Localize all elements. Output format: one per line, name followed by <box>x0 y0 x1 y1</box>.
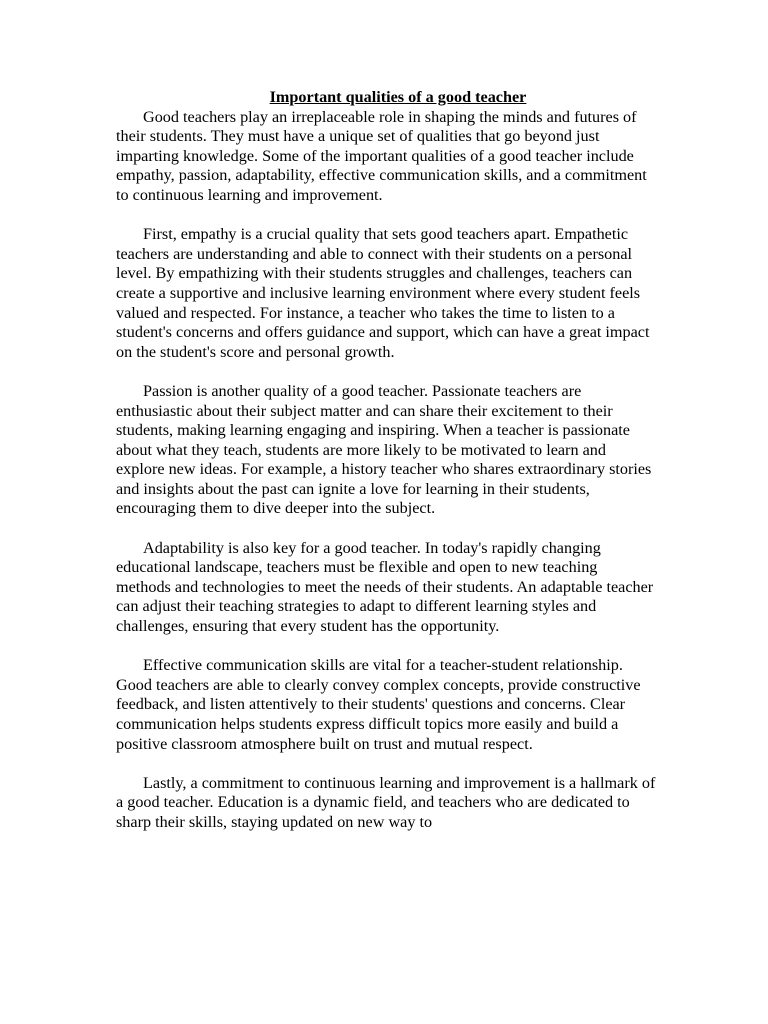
paragraph-communication: Effective communication skills are vital for a teacher-student relationship. Good teachers are able to clearly convey complex concepts, provide constructive feedback, and listen attentively to their students' questions and concerns. Clear communication helps students express difficult topics more easily and build a positive classroom atmosphere built on trust and mutual respect. <box>116 656 641 753</box>
paragraph-intro: Good teachers play an irreplaceable role in shaping the minds and futures of their students. They must have a unique set of qualities that go beyond just imparting knowledge. Some of the important qualities of a good teacher include empathy, passion, adaptability, effective communication skills, and a commitment to continuous learning and improvement. <box>116 107 647 204</box>
document-title: Important qualities of a good teacher <box>269 88 527 106</box>
paragraph-spacer <box>116 362 656 382</box>
paragraph-continuous-learning: Lastly, a commitment to continuous learning and improvement is a hallmark of a good teacher. Education is a dynamic field, and teachers who are dedicated to sharp their skills, staying updated on new way to <box>116 773 656 831</box>
paragraph-spacer <box>116 206 656 226</box>
paragraph-adaptability: Adaptability is also key for a good teacher. In today's rapidly changing educational landscape, teachers must be flexible and open to new teaching methods and technologies to meet the needs of their students. An adaptable teacher can adjust their teaching strategies to adapt to different learning styles and challenges, ensuring that every student has the opportunity. <box>116 538 654 636</box>
paragraph-empathy: First, empathy is a crucial quality that sets good teachers apart. Empathetic teachers are understanding and able to connect with their students on a personal level. By empathizing with their students struggles and challenges, teachers can create a supportive and inclusive learning environment where every student feels valued and respected. For instance, a teacher who takes the time to listen to a student's concerns and offers guidance and support, which can have a great impact on the student's score and personal growth. <box>116 225 650 361</box>
document-page <box>116 88 656 833</box>
paragraph-spacer <box>116 754 656 774</box>
paragraph-passion: Passion is another quality of a good teacher. Passionate teachers are enthusiastic about their subject matter and can share their excitement to their students, making learning engaging and inspiring. When a teacher is passionate about what they teach, students are more likely to be motivated to learn and explore new ideas. For example, a history teacher who shares extraordinary stories and insights about the past can ignite a love for learning in their students, encouraging them to dive deeper into the subject. <box>116 381 652 518</box>
paragraph-spacer <box>116 637 656 657</box>
paragraph-spacer <box>116 519 656 539</box>
